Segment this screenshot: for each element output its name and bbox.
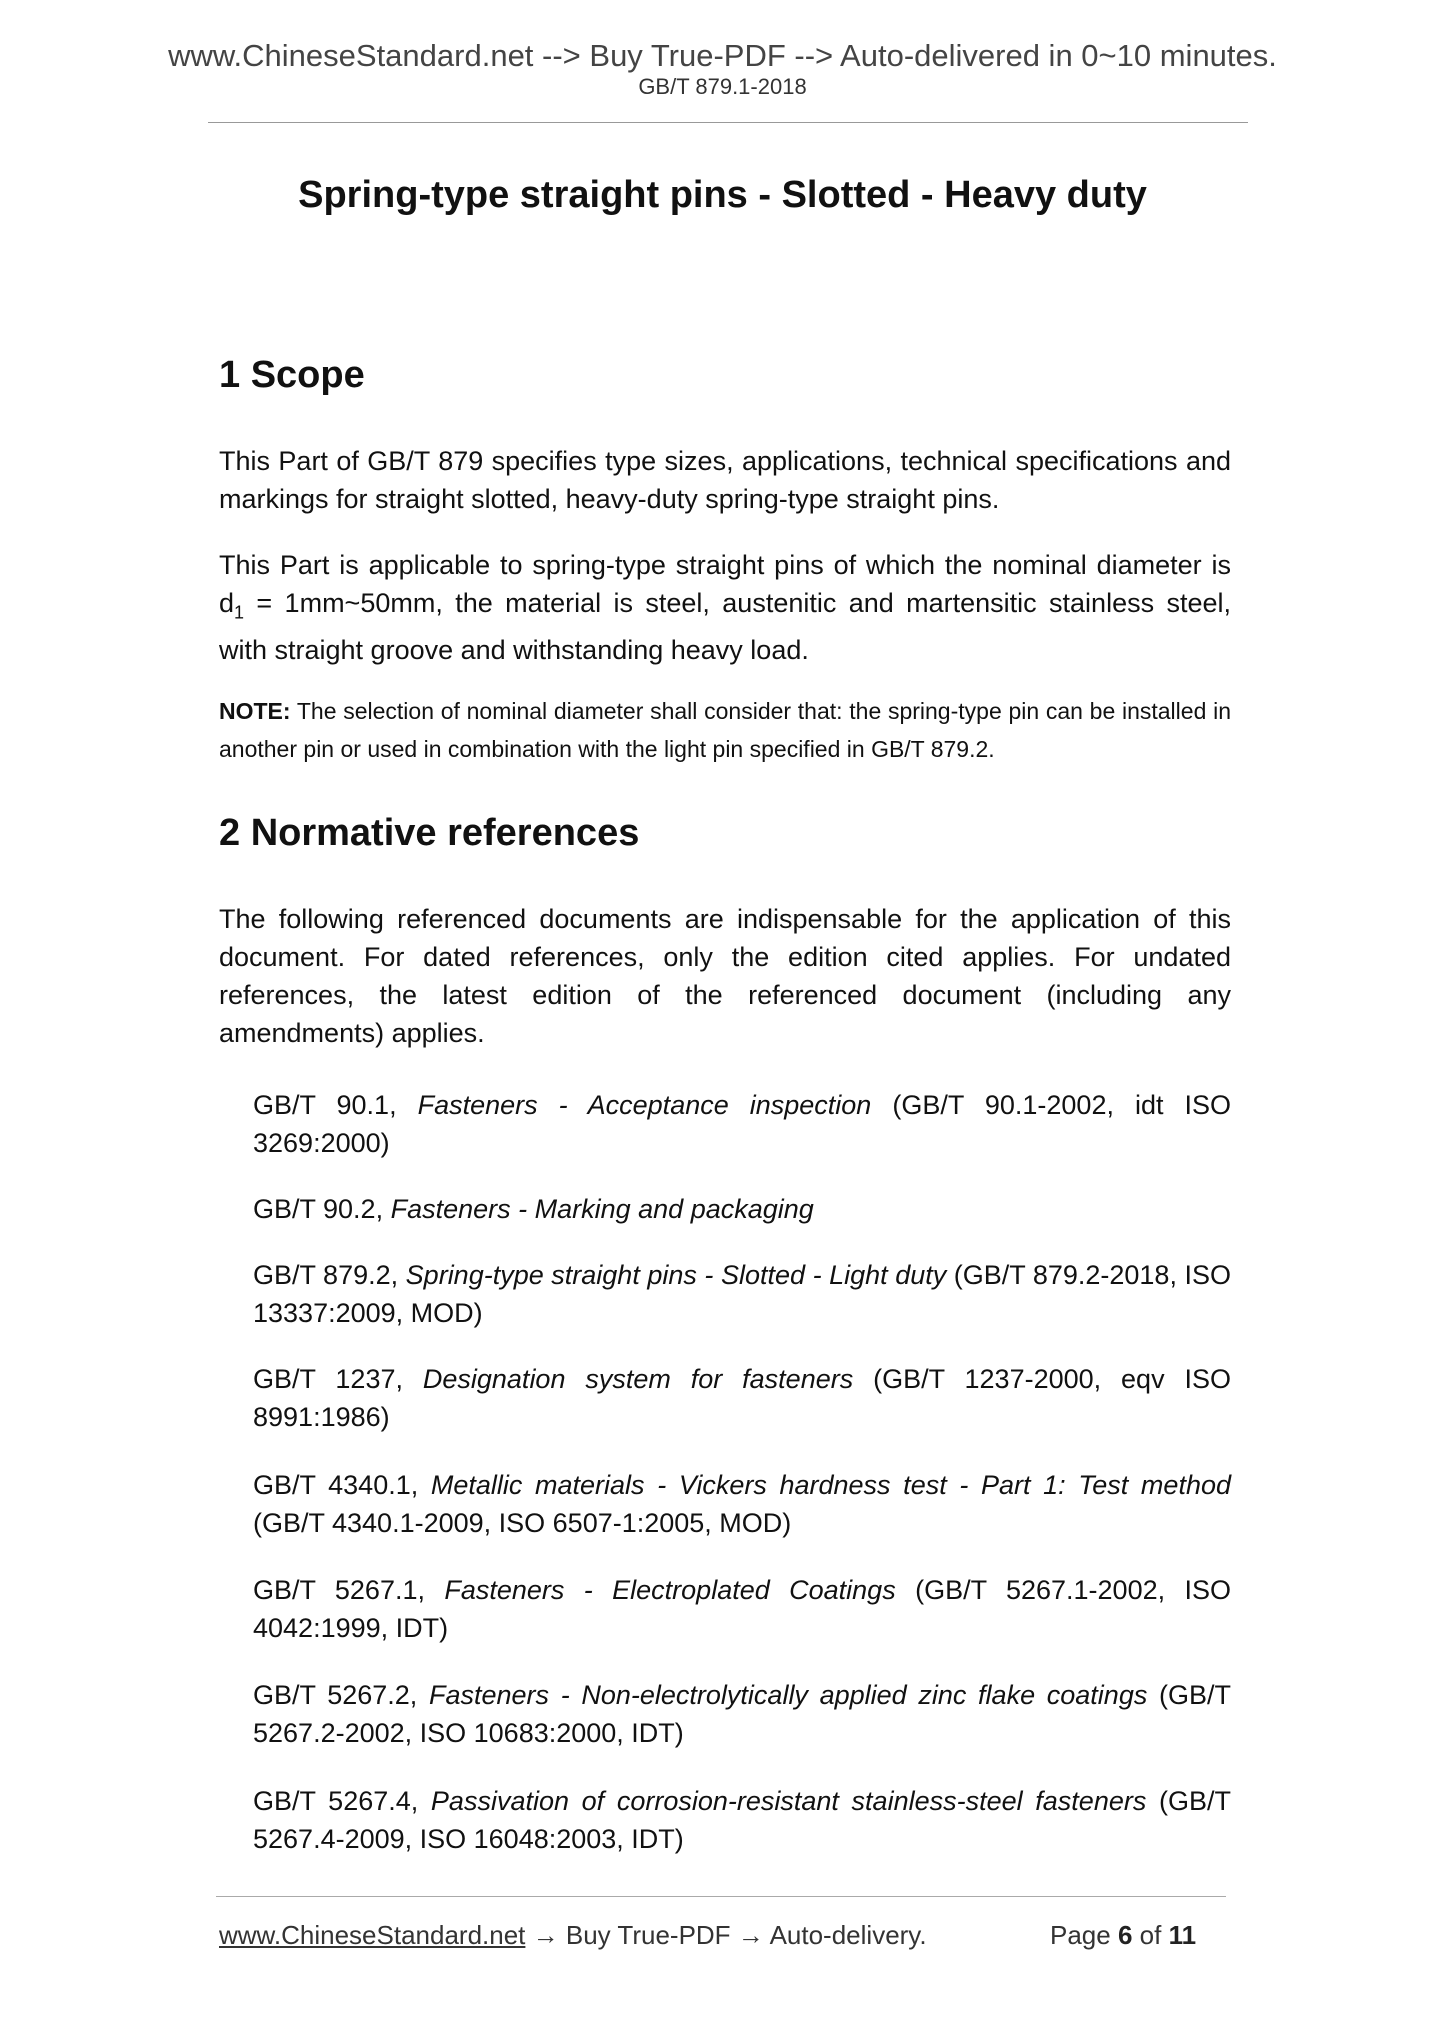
page-number: 6 — [1117, 1920, 1133, 1950]
total-pages: 11 — [1168, 1920, 1197, 1950]
reference-code: GB/T 90.1, — [253, 1090, 418, 1120]
reference-item — [253, 1571, 1231, 1647]
reference-title: Fasteners - Marking and packaging — [390, 1194, 814, 1224]
reference-suffix: (GB/T 4340.1-2009, ISO 6507-1:2005, MOD) — [253, 1508, 792, 1538]
footer-promo — [219, 1919, 927, 1951]
reference-suffix: (GB/T 90.1-2002, idt ISO 3269:2000) — [253, 1090, 1231, 1158]
footer-divider — [216, 1896, 1226, 1897]
reference-title: Fasteners - Electroplated Coatings — [444, 1575, 896, 1605]
reference-code: GB/T 879.2, — [253, 1260, 406, 1290]
note-text: The selection of nominal diameter shall consider that: the spring-type pin can be installed in another pin or used in combination with the light pin specified in GB/T 879.2. — [219, 698, 1231, 762]
reference-code: GB/T 5267.4, — [253, 1786, 431, 1816]
reference-item — [253, 1256, 1231, 1332]
document-id: GB/T 879.1-2018 — [638, 74, 807, 99]
reference-item — [253, 1466, 1231, 1542]
reference-item — [253, 1360, 1231, 1436]
reference-title: Spring-type straight pins - Slotted - Light duty — [405, 1260, 947, 1290]
reference-title: Metallic materials - Vickers hardness test - Part 1: Test method — [430, 1470, 1231, 1500]
reference-code: GB/T 5267.1, — [253, 1575, 445, 1605]
reference-code: GB/T 5267.2, — [253, 1680, 429, 1710]
references-intro: The following referenced documents are indispensable for the application of this document. For dated references, only the edition cited applies. For undated references, the latest edition of the referenced document (including any amendments) applies. — [219, 904, 1231, 1048]
reference-item — [253, 1782, 1231, 1858]
section-2-heading: 2 Normative references — [219, 812, 640, 854]
reference-code: GB/T 1237, — [253, 1364, 423, 1394]
header-divider — [208, 122, 1248, 123]
reference-suffix: (GB/T 879.2-2018, ISO 13337:2009, MOD) — [253, 1260, 1231, 1328]
footer-promo-text: → Buy True-PDF → Auto-delivery. — [525, 1920, 927, 1950]
reference-suffix: (GB/T 5267.4-2009, ISO 16048:2003, IDT) — [253, 1786, 1231, 1854]
reference-title: Fasteners - Non-electrolytically applied zinc flake coatings — [428, 1680, 1148, 1710]
reference-code: GB/T 4340.1, — [253, 1470, 431, 1500]
of-label: of — [1132, 1920, 1169, 1950]
reference-suffix: (GB/T 1237-2000, eqv ISO 8991:1986) — [253, 1364, 1231, 1432]
reference-code: GB/T 90.2, — [253, 1194, 391, 1224]
reference-title: Designation system for fasteners — [422, 1364, 854, 1394]
page-label: Page — [1050, 1920, 1118, 1950]
reference-suffix: (GB/T 5267.1-2002, ISO 4042:1999, IDT) — [253, 1575, 1231, 1643]
reference-item — [253, 1086, 1231, 1162]
reference-item — [253, 1190, 1231, 1228]
reference-title: Passivation of corrosion-resistant stainless-steel fasteners — [430, 1786, 1147, 1816]
footer-website-link[interactable]: www.ChineseStandard.net — [219, 1920, 526, 1950]
scope-paragraph-2-text-b: = 1mm~50mm, the material is steel, austenitic and martensitic stainless steel, with straight groove and withstanding heavy load. — [219, 588, 1231, 666]
header-banner: www.ChineseStandard.net --> Buy True-PDF --> Auto-delivered in 0~10 minutes. — [168, 38, 1277, 73]
scope-paragraph-2 — [219, 546, 1231, 669]
section-1-heading: 1 Scope — [219, 354, 365, 396]
page-indicator — [1050, 1919, 1196, 1951]
reference-suffix: (GB/T 5267.2-2002, ISO 10683:2000, IDT) — [253, 1680, 1232, 1748]
reference-title: Fasteners - Acceptance inspection — [417, 1090, 872, 1120]
subscript-1: 1 — [234, 602, 245, 623]
scope-paragraph-1: This Part of GB/T 879 specifies type sizes, applications, technical specifications and markings for straight slotted, heavy-duty spring-type straight pins. — [219, 446, 1231, 514]
note-label: NOTE: — [219, 698, 291, 724]
scope-paragraph-2-text-a: This Part is applicable to spring-type straight pins of which the nominal diameter is d — [219, 550, 1231, 618]
scope-note — [219, 692, 1231, 768]
reference-item — [253, 1676, 1231, 1752]
page-title: Spring-type straight pins - Slotted - Heavy duty — [298, 174, 1147, 216]
